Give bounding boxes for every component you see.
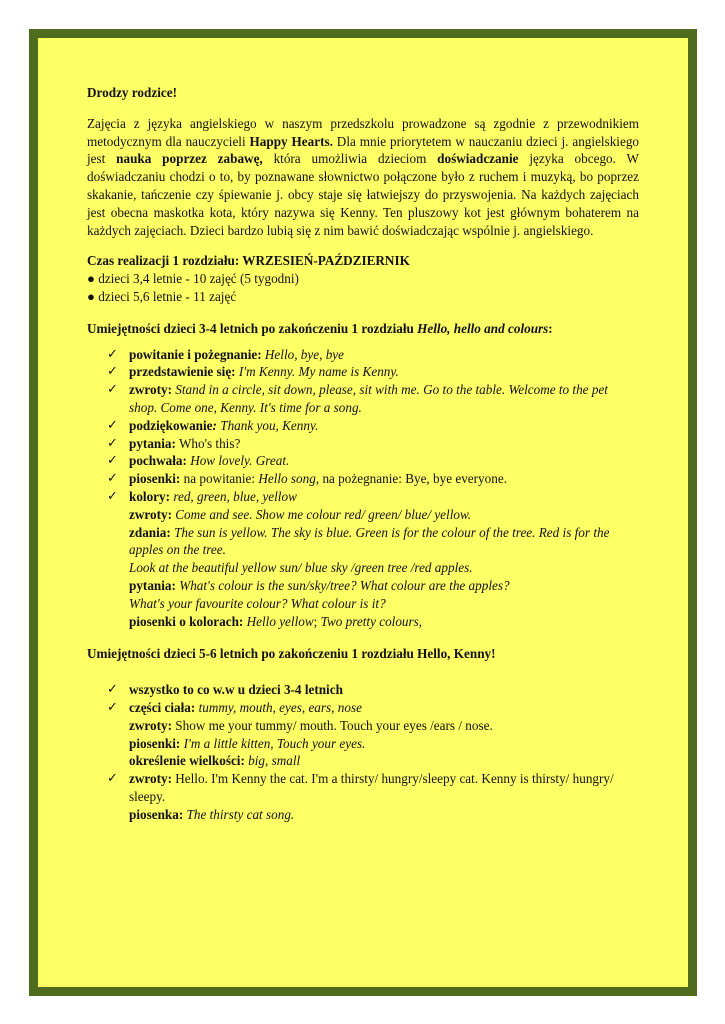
checkmark-icon: ✓ (107, 453, 118, 469)
checkmark-icon: ✓ (107, 699, 118, 715)
schedule-line: ● dzieci 5,6 letnie - 11 zajęć (87, 288, 237, 304)
list-item: ✓ powitanie i pożegnanie: Hello, bye, bye (107, 346, 344, 362)
schedule-line: ● dzieci 3,4 letnie - 10 zajęć (5 tygodni) (87, 271, 299, 287)
list-item: ✓ pochwała: How lovely. Great. (107, 453, 290, 469)
document-body (87, 84, 639, 823)
list-item: ✓ pytania: Who's this? (107, 435, 241, 451)
checkmark-icon: ✓ (107, 435, 118, 451)
section2-heading: Umiejętności dzieci 5-6 letnich po zakończeniu 1 rozdziału Hello, Kenny! (87, 646, 496, 662)
checkmark-icon: ✓ (107, 771, 118, 787)
section2-list (87, 681, 639, 823)
list-item: ✓ kolory: red, green, blue, yellow zwroty: Come and see. Show me colour red/ green/ blue/ yellow. zdania: The sun is yellow. The sky is blue. Green is for the colour of the tree. Red is for the apples on the tree. Look at the beautiful yellow sun/ blue sky /green tree /red apples. pytania: What's colour is the sun/sky/tree? What colour are the apples? What's your favourite colour? What colour is it? piosenki o kolorach: Hello yellow; Two pretty colours, (107, 488, 610, 629)
list-item: ✓ przedstawienie się: I'm Kenny. My name is Kenny. (107, 364, 399, 380)
greeting: Drodzy rodzice! (87, 85, 177, 100)
section1-list (87, 346, 639, 631)
list-item: ✓ zwroty: Stand in a circle, sit down, please, sit with me. Go to the table. Welcome to the pet shop. Come one, Kenny. It's time for a song. (107, 382, 608, 415)
list-item: ✓ wszystko to co w.w u dzieci 3-4 letnich (107, 682, 343, 698)
checkmark-icon: ✓ (107, 364, 118, 380)
list-item: ✓ podziękowanie: Thank you, Kenny. (107, 417, 319, 433)
section1-heading: Umiejętności dzieci 3-4 letnich po zakończeniu 1 rozdziału Hello, hello and colours: (87, 320, 553, 336)
schedule-title: Czas realizacji 1 rozdziału: WRZESIEŃ-PAŹDZIERNIK (87, 253, 410, 269)
list-item: ✓ piosenki: na powitanie: Hello song, na pożegnanie: Bye, bye everyone. (107, 471, 507, 487)
intro-paragraph: Zajęcia z języka angielskiego w naszym przedszkolu prowadzone są zgodnie z przewodnikiem metodycznym dla nauczycieli Happy Hearts. Dla mnie priorytetem w nauczaniu dzieci j. angielskiego jest nauka poprzez zabawę, która umożliwia dzieciom doświadczanie języka obcego. W doświadczaniu chodzi o to, by poznawane słownictwo połączone było z ruchem i muzyką, bo poprzez skakanie, tańczenie czy śpiewanie j. obcy staje się łatwiejszy do przyswojenia. Na każdych zajęciach jest obecna maskotka kota, który nazywa się Kenny. Ten pluszowy kot jest głównym bohaterem na każdych zajęciach. Dzieci bardzo lubią się z nim bawić doświadczając wspólnie j. angielskiego. (87, 115, 640, 238)
checkmark-icon: ✓ (107, 346, 118, 362)
checkmark-icon: ✓ (107, 417, 118, 433)
list-item: ✓ zwroty: Hello. I'm Kenny the cat. I'm a thirsty/ hungry/sleepy cat. Kenny is thirsty/ hungry/ sleepy. piosenka: The thirsty cat song. (107, 771, 614, 822)
list-item: ✓ części ciała: tummy, mouth, eyes, ears, nose zwroty: Show me your tummy/ mouth. Touch your eyes /ears / nose. piosenki: I'm a little kitten, Touch your eyes. określenie wielkości: big, small (107, 699, 493, 769)
checkmark-icon: ✓ (107, 471, 118, 487)
checkmark-icon: ✓ (107, 682, 118, 698)
checkmark-icon: ✓ (107, 382, 118, 398)
checkmark-icon: ✓ (107, 488, 118, 504)
